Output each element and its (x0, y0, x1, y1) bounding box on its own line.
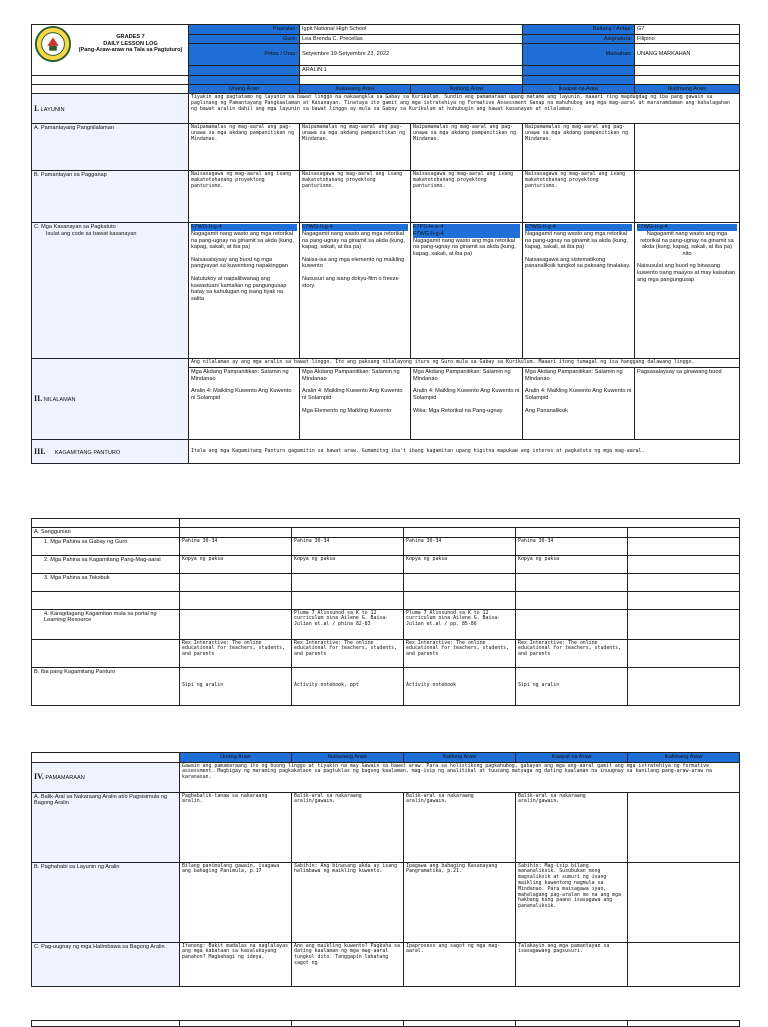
blank-cell (180, 573, 292, 591)
kagamitan-label-cell (32, 440, 189, 464)
blank-cell (628, 528, 740, 538)
blank-blue-cell (189, 75, 300, 84)
nilalaman-akda: Mga Akdang Pampanitikan: Salamin ng Mindanao (191, 369, 289, 382)
rex-day1: Rex Interactive: The online educational for teachers, students, and parents (180, 639, 292, 667)
competency-code: F7WG-Ii-g-4 (302, 224, 408, 231)
day-header-5: Ikalimang Araw (628, 753, 740, 763)
blank-cell (628, 573, 740, 591)
nilalaman-aralin: Aralin 4: Maikling Kuwento Ang Kuwento ni Solampid (413, 388, 520, 401)
competency-text: Naisusulat ang buod ng binasang kuwento nang maayos at may kaisahan ang mga pangungusap (637, 263, 736, 283)
pagganap-day1: Naisasagawa ng mag-aaral ang isang makatotohanang proyektong panturismo. (189, 171, 300, 223)
competency-code: F7PS-Ie-e-4 (413, 224, 520, 231)
blank-cell (404, 528, 516, 538)
nilalaman-label-cell (32, 359, 189, 440)
layunin-text: Tiyakin ang pagtatamo ng layunin sa bawat linggo na nakaangkla sa Gabay sa Kurikulum. Sundin ang pamamaraan upang matamo ang layunin, maaari ring magdagdag ng iba pang gawain sa paglinang ng Pamantayang Pangkaalaman at Kasanayan. Tinataya ito gamit ang mga istratehiya ng Formative Assessment Ganap na mahuhubog ang mga mag-aaral at mararamdaman ang kahalagahan ng bawat aralin dahil ang mga layunin sa bawat linggo ay mula sa Gabay sa Kurikulum at huhubugin ang bawat kasanayan at nilalaman. (189, 94, 740, 124)
competency-text: Nasusuri ang isang dokyu-film o freeze story. (302, 275, 399, 289)
balik-aral-day1: Pagbabalik-tanaw sa nakaraang aralin. (180, 792, 292, 862)
guro-value: Lea Brenda C. Precellas (300, 34, 523, 44)
baitang-label: Baitang / Antas: (523, 25, 635, 35)
competency-text: Naiisa-isa ang mga elemento ng maikling kuwento (302, 256, 405, 270)
blank-cell (404, 591, 516, 609)
sipi-day1: Sipi ng aralin (180, 667, 292, 705)
blank-cell (635, 66, 740, 76)
kagamitan-mag-aaral-label: 2. Mga Pahina sa Kagamitang Pang-Mag-aaral (32, 555, 180, 573)
paghahabi-day3: Ipagawa ang bahaging Kasanayang Pangramatika, p.21. (404, 862, 516, 942)
school-header-block (32, 25, 189, 76)
day-header-3: Ikatlong Araw (404, 753, 516, 763)
day-header-3: Ikatlong Araw (411, 84, 523, 94)
pamamaraan-label-cell (32, 762, 180, 792)
pangnilalaman-day1: Naipamamalas ng mag-aaral ang pag-unawa sa mga akdang pampanitikan ng Mindanao. (189, 124, 300, 171)
nilalaman-day3 (411, 368, 523, 440)
kasanayan-day1 (189, 223, 300, 359)
blank-cell (628, 862, 740, 942)
balik-aral-day4: Balik-aral sa nakaraang aralin/gawain. (516, 792, 628, 862)
pag-uugnay-label: C. Pag-uugnay ng mga Halimbawa sa Bagong Aralin (32, 942, 180, 986)
pagganap-label: B. Pamantayan sa Pagganap (32, 171, 189, 223)
blank-cell (628, 792, 740, 862)
day-header-1: Unang Araw (189, 84, 300, 94)
pag-uugnay-day3: Ipaproseso ang sagot ng mga mag-aaral. (404, 942, 516, 986)
paghahabi-day2: Sabihin: Ang binasang akda ay isang halimbawa ng maikling kuwento. (292, 862, 404, 942)
kasanayan-sublabel: Isulat ang code sa bawat kasanayan (46, 230, 137, 237)
competency-code: F7WG-Ii-g-4 (191, 224, 297, 231)
paaralan-value: Igpit National High School (300, 25, 523, 35)
day-header-1: Unang Araw (180, 753, 292, 763)
iba-pang-kagamitan-label: B. Iba pang Kagamitang Panturo (32, 667, 180, 705)
nilalaman-day1 (189, 368, 300, 440)
day-header-4: Ikaapat na Araw (523, 84, 635, 94)
blank-cell (32, 753, 180, 763)
balik-aral-day3: Balik-aral sa nakaraang aralin/gawain. (404, 792, 516, 862)
competency-text: Naisasagawa ang sistematikong pananaliksik tungkol sa paksang tinalakay. (525, 256, 631, 270)
paghahabi-day4: Sabihin: Mag-isip bilang mananaliksik. Susubukan mong magsaliksik at sumuri ng isang maikling kuwentong nagmula sa Mindanao. Para maisagawa iyan, mahalagang pag-aralan mo na ang mga hakbang kung paano isasagawa ang pananaliksik. (516, 862, 628, 942)
dll-tagalog: (Pang-Araw-araw na Tala sa Pagtuturo) (78, 47, 183, 54)
blank-cell (32, 519, 180, 528)
blank-cell (628, 942, 740, 986)
kagamitan-text: Itala ang mga Kagamitang Panturo gagamitin sa bawat araw. Gumamitng iba't ibang kagamitan upang higitna mapukaw ang interes at pagkatuto ng mga mag-aaral. (189, 440, 740, 464)
roman-numeral: II. (34, 394, 43, 404)
nilalaman-akda: Mga Akdang Pampanitikan: Salamin ng Mindanao (302, 369, 400, 382)
pag-uugnay-day1: Itanong: Bakit madalas na naglalayas ang mga kabataan sa kasalukuyang panahon? Magbahagi ng ideya. (180, 942, 292, 986)
blank-cell (292, 591, 404, 609)
day-header-5: Ikalimang Araw (635, 84, 740, 94)
baitang-value: G7 (635, 25, 740, 35)
pagganap-day2: Naisasagawa ng mag-aaral ang isang makatotohanang proyektong panturismo. (300, 171, 411, 223)
blank-cell (292, 528, 404, 538)
day-header-4: Ikaapat na Araw (516, 753, 628, 763)
kopya-day1: Kopya ng paksa (180, 555, 292, 573)
blank-cell (516, 573, 628, 591)
blank-cell (628, 639, 740, 667)
gabay-day3: Pahina 30-34 (404, 537, 516, 555)
asignatura-label: Asignatura: (523, 34, 635, 44)
blank-cell (32, 591, 180, 609)
competency-text: Natutukoy at naipaliliwanag ang kawastuan/ kamalian ng pangungusap batay sa kahulugan ng isang tiyak na salita (191, 275, 287, 302)
kasanayan-day3 (411, 223, 523, 359)
competency-code: F7WG-Ii-g-4 (525, 224, 632, 231)
blank-cell (635, 75, 740, 84)
balik-aral-label: A. Balik-Aral sa Nakaraang Aralin at/o Pagsisimula ng Bagong Aralin (32, 792, 180, 862)
blank-blue-cell (523, 66, 635, 76)
nilalaman-akda: Mga Akdang Pampanitikan: Salamin ng Mindanao (413, 369, 511, 382)
blank-cell (635, 171, 740, 223)
blank-cell (32, 84, 189, 94)
gabay-day1: Pahina 30-34 (180, 537, 292, 555)
nilalaman-extra: Mga Elemento ng Maikling Kuwento (302, 407, 392, 414)
nilalaman-label: NILALAMAN (43, 397, 76, 404)
deped-seal-icon (34, 25, 72, 63)
pangnilalaman-label: A. Pamantayang Pangnilalaman (32, 124, 189, 171)
nilalaman-day5: Pagsasalaysay sa ginawang buod (635, 368, 740, 440)
blank-cell (628, 555, 740, 573)
pag-uugnay-day2: Ano ang maikling kuwento? Pagkuha sa dating kaalaman ng mga mag-aaral tungkol dito. Tanggapin lahatang sagot ng (292, 942, 404, 986)
nilalaman-aralin: Aralin 4: Maikling Kuwento Ang Kuwento ni Solampid (525, 388, 632, 401)
paaralan-label: Paaralan: (189, 25, 300, 35)
blank-blue-cell (189, 66, 300, 76)
rex-day2: Rex Interactive: The online educational for teachers, students, and parents (292, 639, 404, 667)
pamamaraan-label: PAMAMARAAN (45, 775, 85, 782)
paghahabi-label: B. Paghahabi sa Layunin ng Aralin (32, 862, 180, 942)
competency-text: Nagagamit nang wasto ang mga retorikal na pang-ugnay na ginamit sa akda (kung, kapag, sakali, at iba pa) (413, 237, 516, 257)
lesson-log-table-2 (31, 518, 740, 706)
nilalaman-extra: Wika: Mga Retorikal na Pang-ugnay (413, 407, 503, 414)
sipi-day4: Sipi ng aralin (516, 667, 628, 705)
markahan-label: Markahan: (523, 44, 635, 66)
nilalaman-akda: Mga Akdang Pampanitikan: Salamin ng Mindanao (525, 369, 623, 382)
blank-cell (180, 609, 292, 639)
balik-aral-day2: Balik-aral sa nakaraang aralin/gawain. (292, 792, 404, 862)
pangnilalaman-day4: Naipamamalas ng mag-aaral ang pag-unawa sa mga akdang pampanitikan ng Mindanao. (523, 124, 635, 171)
markahan-value: UNANG MARKAHAN (635, 44, 740, 66)
pluma-day2: Pluma 7 Alinsunod sa K to 12 curriculum nina Ailene G. Baisa-Julian et.al / phina 82-83 (292, 609, 404, 639)
roman-numeral: IV. (34, 772, 44, 782)
blank-cell (180, 519, 740, 528)
kasanayan-day4 (523, 223, 635, 359)
kagamitan-label: KAGAMITANG PANTURO (54, 449, 121, 456)
blank-blue-cell (523, 75, 635, 84)
nilalaman-day2 (300, 368, 411, 440)
blank-cell (516, 609, 628, 639)
competency-code: F7WG-Ii-g-4 (637, 224, 737, 231)
pag-uugnay-day4: Talakayin ang mga pamantayan sa isasagawang pagsusuri. (516, 942, 628, 986)
gabay-day2: Pahina 30-34 (292, 537, 404, 555)
pangnilalaman-day3: Naipamamalas ng mag-aaral ang pag-unawa sa mga akdang pampanitikan ng Mindanao. (411, 124, 523, 171)
blank-cell (628, 537, 740, 555)
blank-cell (628, 667, 740, 705)
aralin-value: ARALIN 1 (300, 66, 523, 76)
grades-title: GRADES 7 (116, 34, 145, 41)
kopya-day4: Kopya ng paksa (516, 555, 628, 573)
blank-cell (628, 609, 740, 639)
activity-day3: Activity notebook (404, 667, 516, 705)
competency-text: Nagagamit nang wasto ang mga retorikal na pang-ugnay na ginamit sa akda (kung, kapag, sakali, at iba pa) (191, 230, 294, 251)
petsa-value: Setyembre 19-Setyembre 23, 2022 (300, 44, 523, 66)
guro-label: Guro: (189, 34, 300, 44)
lesson-log-table-1 (31, 24, 740, 464)
blank-cell (292, 573, 404, 591)
kopya-day3: Kopya ng paksa (404, 555, 516, 573)
lesson-log-table-3 (31, 752, 740, 987)
blank-cell (180, 528, 292, 538)
blank-cell (300, 75, 523, 84)
competency-text: Nagagamit nang wasto ang mga retorikal na pang-ugnay na ginamit sa akda (kung, kapag, sakali, at iba pa) (525, 230, 628, 251)
blank-cell (516, 591, 628, 609)
blank-cell (635, 124, 740, 171)
roman-numeral: III. (34, 446, 46, 456)
blank-cell (32, 75, 189, 84)
blank-cell (404, 573, 516, 591)
nilalaman-aralin: Aralin 4: Maikling Kuwento Ang Kuwento ni Solampid (191, 388, 292, 401)
blank-cell (32, 639, 180, 667)
layunin-label-cell (32, 94, 189, 124)
kasanayan-label: C. Mga Kasanayan sa Pagkatuto (34, 224, 116, 231)
day-header-2: Ikalawang Araw (300, 84, 411, 94)
kasanayan-day2 (300, 223, 411, 359)
teksbuk-label: 3. Mga Pahina sa Teksbuk (32, 573, 180, 591)
rex-day3: Rex Interactive: The online educational for teachers, students, and parents (404, 639, 516, 667)
learning-resource-label: 4. Karagdagang Kagamitan mula sa portal ng Learning Resource (32, 609, 180, 639)
dll-title: DAILY LESSON LOG (103, 40, 158, 47)
gabay-day4: Pahina 30-34 (516, 537, 628, 555)
pagganap-day4: Naisasagawa ng mag-aaral ang isang makatotohanang proyektong panturismo. (523, 171, 635, 223)
kopya-day2: Kopya ng paksa (292, 555, 404, 573)
blank-cell (180, 591, 292, 609)
gabay-guro-label: 1. Mga Pahina sa Gabay ng Guro (32, 537, 180, 555)
rex-day4: Rex Interactive: The online educational for teachers, students, and parents (516, 639, 628, 667)
nilalaman-aralin: Aralin 4: Maikling Kuwento Ang Kuwento ni Solampid (302, 388, 403, 401)
competency-text: Nagagamit nang wasto ang mga retorikal na pang-ugnay na ginamit sa akda (kung, kapag, sakali, at iba pa) (302, 230, 405, 251)
roman-numeral: I. (34, 104, 40, 114)
nilalaman-top-text: Ang nilalaman ay ang mga aralin sa bawat linggo. Ito ang paksang nilalayong ituro ng Guro mula sa Gabay sa Kurikulum. Maaari itong tumagal ng isa hanggang dalawang linggo. (189, 359, 740, 368)
competency-text: Naisasalaysay ang buod ng mga pangyayari sa kuwentong napakinggan (191, 256, 289, 270)
blank-cell (516, 528, 628, 538)
sanggunian-label: A. Sanggunian (32, 528, 180, 538)
asignatura-value: Filipino (635, 34, 740, 44)
petsa-label: Petsa / Oras: (189, 44, 300, 66)
nilalaman-extra: Ang Pananaliksik (525, 407, 568, 414)
paghahabi-day1: Bilang panimulang gawain, isagawa ang bahaging Panimula, p.17 (180, 862, 292, 942)
day-header-2: Ikalawang Araw (292, 753, 404, 763)
competency-code: F7WG-Ii-g-4 (413, 231, 520, 238)
kasanayan-label-cell (32, 223, 189, 359)
activity-day2: Activity notebook, ppt (292, 667, 404, 705)
pagganap-day3: Naisasagawa ng mag-aaral ang isang makatotohanang proyektong panturismo. (411, 171, 523, 223)
pangnilalaman-day2: Naipamamalas ng mag-aaral ang pag-unawa sa mga akdang pampanitikan ng Mindanao. (300, 124, 411, 171)
blank-cell (628, 591, 740, 609)
nilalaman-day4 (523, 368, 635, 440)
pamamaraan-text: Gawain ang pamamaraang ito ng buong linggo at tiyakin na may Gawain sa bawat araw. Para sa holistikong pagkahubog, gabayan ang mga ang-aaral gamit ang mga istratehiya ng formative assessment. Magbigay ng maraming pagkakataon sa pagtuklas ng bagong kaalaman, mag-isip ng analitikal at tuusang matyaga ng dating kaalaman na inuugnay sa kanilang pang-araw-araw na karanasan. (180, 762, 740, 792)
kasanayan-day5 (635, 223, 740, 359)
competency-text: Nagagamit nang wasto ang mga retorikal na pang-ugnay na ginamit sa akda (kung, kapag, sakali, at iba pa) nito (640, 230, 734, 257)
layunin-label: LAYUNIN (40, 107, 65, 114)
pluma-day3: Pluma 7 Alinsunod sa K to 12 curriculum nina Ailene G. Baisa-Julian et.al / pp. 85-86 (404, 609, 516, 639)
